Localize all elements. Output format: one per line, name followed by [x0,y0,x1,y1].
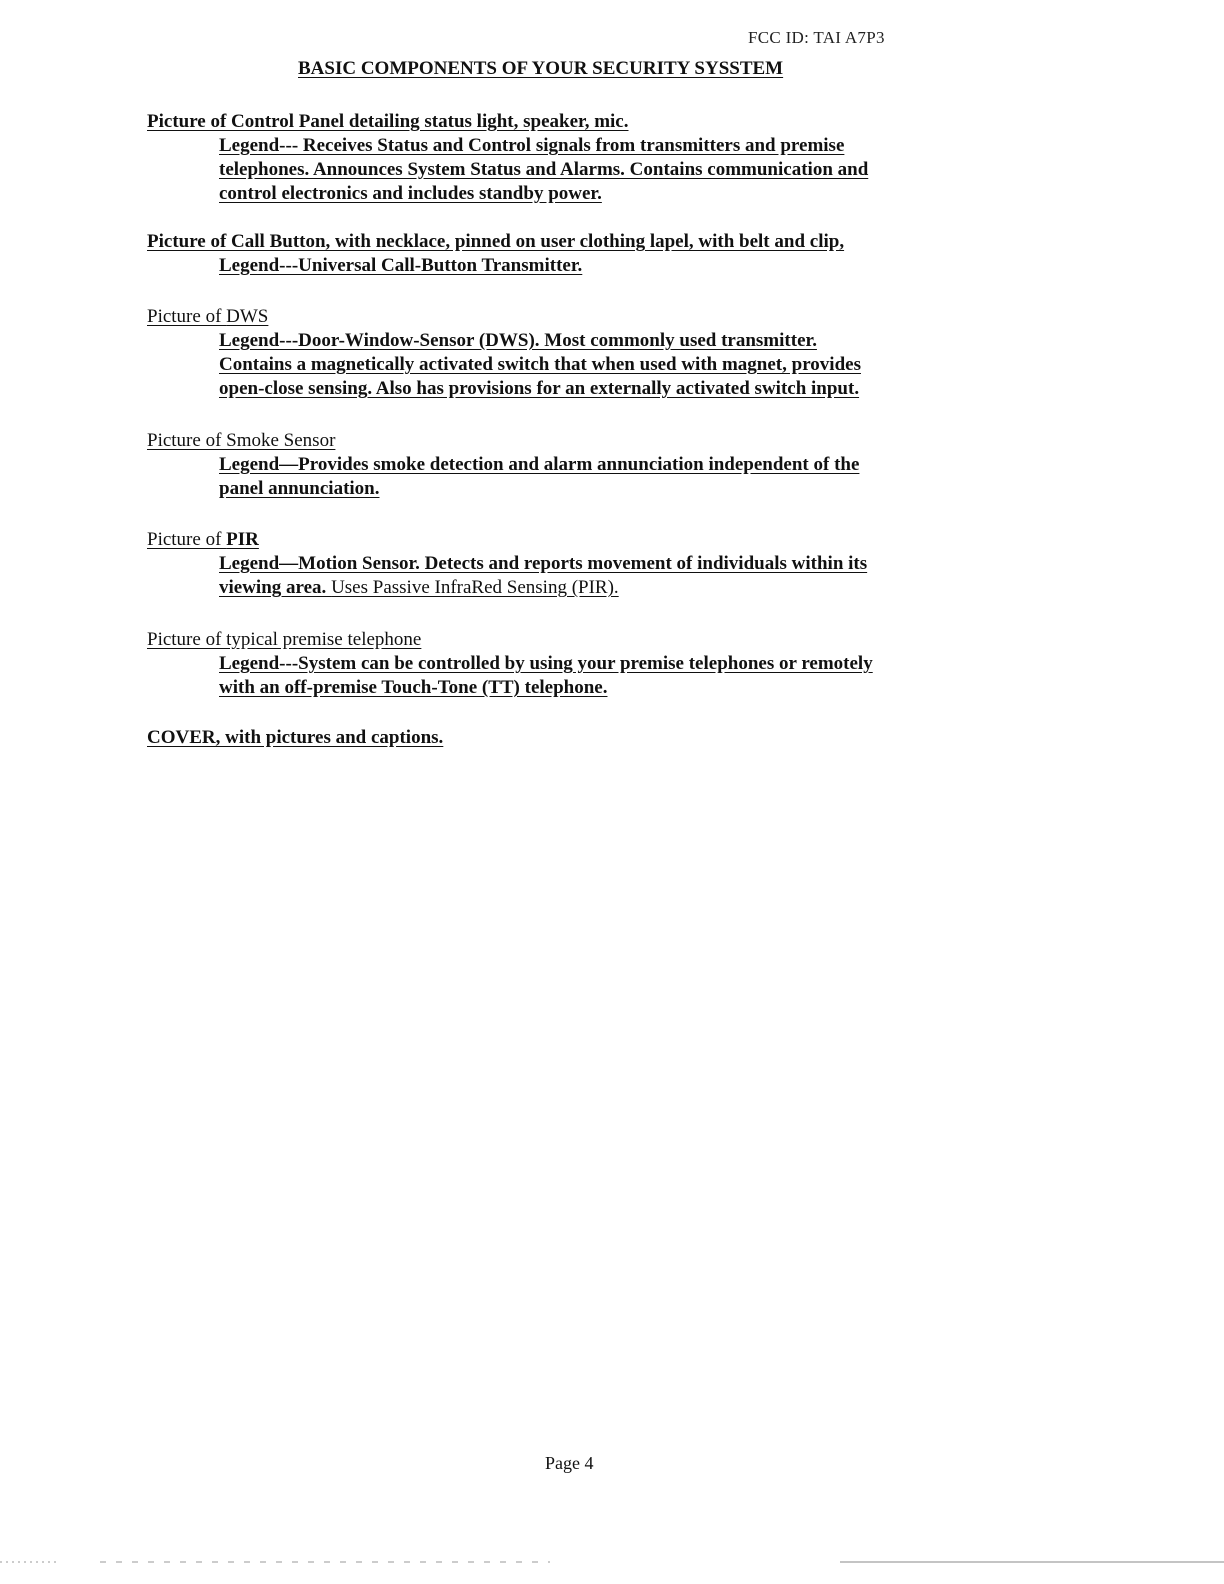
legend-line: Legend--- Receives Status and Control signals from transmitters and premise [219,135,845,156]
legend-line: Legend—Motion Sensor. Detects and reports movement of individuals within its [219,553,868,574]
section-heading: Picture of Smoke Sensor [147,430,336,451]
legend-line: telephones. Announces System Status and Alarms. Contains communication and [219,159,869,180]
section-control-panel [147,110,987,206]
legend-line: Legend---Door-Window-Sensor (DWS). Most commonly used transmitter. [219,330,817,351]
section-cover [147,726,987,750]
legend-line: Contains a magnetically activated switch that when used with magnet, provides [219,354,861,375]
legend-line [219,576,979,600]
fcc-id-label: FCC ID: TAI A7P3 [748,28,885,47]
section-heading [147,528,987,552]
scan-artifact-line [0,1560,1224,1564]
legend-line: control electronics and includes standby power. [219,183,602,204]
legend-line: Legend---System can be controlled by using your premise telephones or remotely [219,653,873,674]
legend-line-emphasis: viewing area. [219,577,332,598]
heading-prefix: Picture of [147,306,227,327]
legend-line: open-close sensing. Also has provisions for an externally activated switch input. [219,378,860,399]
heading-subject: PIR [226,529,259,550]
heading-prefix: Picture of [147,529,227,550]
section-heading [147,305,987,329]
section-legend [219,652,979,700]
section-telephone [147,628,987,700]
page-number: Page 4 [545,1453,594,1473]
section-smoke-sensor [147,429,987,501]
section-legend [219,329,979,401]
document-title: BASIC COMPONENTS OF YOUR SECURITY SYSSTEM [298,58,784,79]
legend-line: with an off-premise Touch-Tone (TT) telephone. [219,677,608,698]
section-legend [219,552,979,600]
legend-line: Legend—Provides smoke detection and alarm annunciation independent of the [219,454,860,475]
section-legend [219,254,979,278]
section-pir [147,528,987,600]
heading-subject: DWS [226,306,269,327]
legend-line: panel annunciation. [219,478,380,499]
section-heading: COVER, with pictures and captions. [147,727,444,748]
legend-line: Legend---Universal Call-Button Transmitter. [219,255,583,276]
section-heading: Picture of Control Panel detailing status light, speaker, mic. [147,111,629,132]
section-legend [219,453,979,501]
section-dws [147,305,987,401]
legend-line-rest: Uses Passive InfraRed Sensing (PIR). [331,577,619,598]
section-heading: Picture of Call Button, with necklace, pinned on user clothing lapel, with belt and clip, [147,231,845,252]
section-heading: Picture of typical premise telephone [147,629,422,650]
section-call-button [147,230,987,278]
section-legend [219,134,979,206]
